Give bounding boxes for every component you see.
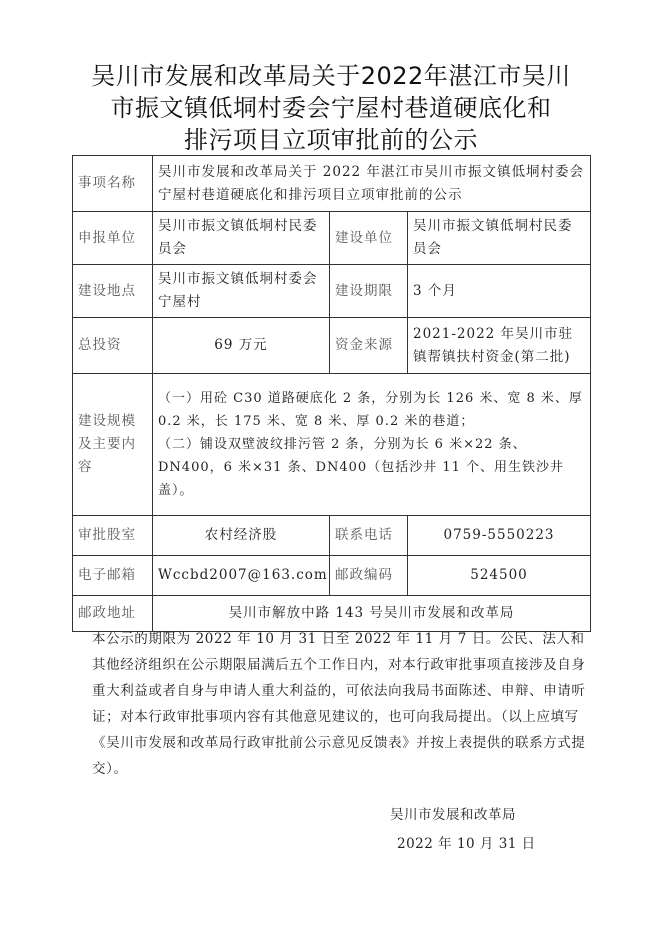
address-value: 吴川市解放中路 143 号吴川市发展和改革局 <box>153 596 591 632</box>
table-row <box>73 156 591 212</box>
title-line-1: 吴川市发展和改革局关于2022年湛江市吴川 <box>91 62 571 90</box>
table-row <box>73 516 591 556</box>
table-row <box>73 265 591 318</box>
notice-paragraph: 本公示的期限为 2022 年 10 月 31 日至 2022 年 11 月 7 日。公民、法人和其他经济组织在公示期限届满后五个工作日内，对本行政审批事项直接涉及自身重大利益或者自身与申请人重大利益的，可依法向我局书面陈述、申辩、申请听证；对本行政审批事项内容有其他意见建议的，也可向我局提出。（以上应填写《吴川市发展和改革局行政审批前公示意见反馈表》并按上表提供的联系方式提交）。 <box>92 631 586 777</box>
project-info-table <box>72 155 591 632</box>
location-label: 建设地点 <box>73 265 153 318</box>
table-row <box>73 556 591 596</box>
item-name-value: 吴川市发展和改革局关于 2022 年湛江市吴川市振文镇低垌村委会宁屋村巷道硬底化和排污项目立项审批前的公示 <box>153 156 591 212</box>
builder-label: 建设单位 <box>330 212 408 265</box>
scope-line-1: （一）用砼 C30 道路硬底化 2 条，分别为长 126 米、宽 8 米、厚 0.2 米，长 175 米、宽 8 米、厚 0.2 米的巷道； <box>158 391 583 429</box>
title-line-3: 排污项目立项审批前的公示 <box>184 126 478 154</box>
approval-dept-value: 农村经济股 <box>153 516 330 556</box>
email-label: 电子邮箱 <box>73 556 153 596</box>
location-value: 吴川市振文镇低垌村委会宁屋村 <box>153 265 330 318</box>
investment-label: 总投资 <box>73 318 153 374</box>
approval-dept-label: 审批股室 <box>73 516 153 556</box>
builder-value: 吴川市振文镇低垌村民委员会 <box>408 212 591 265</box>
funding-label: 资金来源 <box>330 318 408 374</box>
applicant-label: 申报单位 <box>73 212 153 265</box>
signature-org: 吴川市发展和改革局 <box>390 807 516 823</box>
email-value: Wccbd2007@163.com <box>153 556 330 596</box>
phone-label: 联系电话 <box>330 516 408 556</box>
address-label: 邮政地址 <box>73 596 153 632</box>
table-row <box>73 374 591 516</box>
applicant-value: 吴川市振文镇低垌村民委员会 <box>153 212 330 265</box>
period-value: 3 个月 <box>408 265 591 318</box>
postcode-label: 邮政编码 <box>330 556 408 596</box>
page-title <box>40 60 622 156</box>
phone-value: 0759-5550223 <box>408 516 591 556</box>
scope-label: 建设规模及主要内容 <box>73 374 153 516</box>
scope-value <box>153 374 591 516</box>
table-row <box>73 212 591 265</box>
postcode-value: 524500 <box>408 556 591 596</box>
item-name-label: 事项名称 <box>73 156 153 212</box>
investment-value: 69 万元 <box>153 318 330 374</box>
title-line-2: 市振文镇低垌村委会宁屋村巷道硬底化和 <box>110 94 552 122</box>
scope-line-2: （二）铺设双壁波纹排污管 2 条，分别为长 6 米×22 条、DN400，6 米×31 条、DN400（包括沙井 11 个、用生铁沙井盖）。 <box>158 437 564 498</box>
period-label: 建设期限 <box>330 265 408 318</box>
funding-value: 2021-2022 年吴川市驻镇帮镇扶村资金(第二批) <box>408 318 591 374</box>
signature-date: 2022 年 10 月 31 日 <box>397 836 536 852</box>
table-row <box>73 318 591 374</box>
